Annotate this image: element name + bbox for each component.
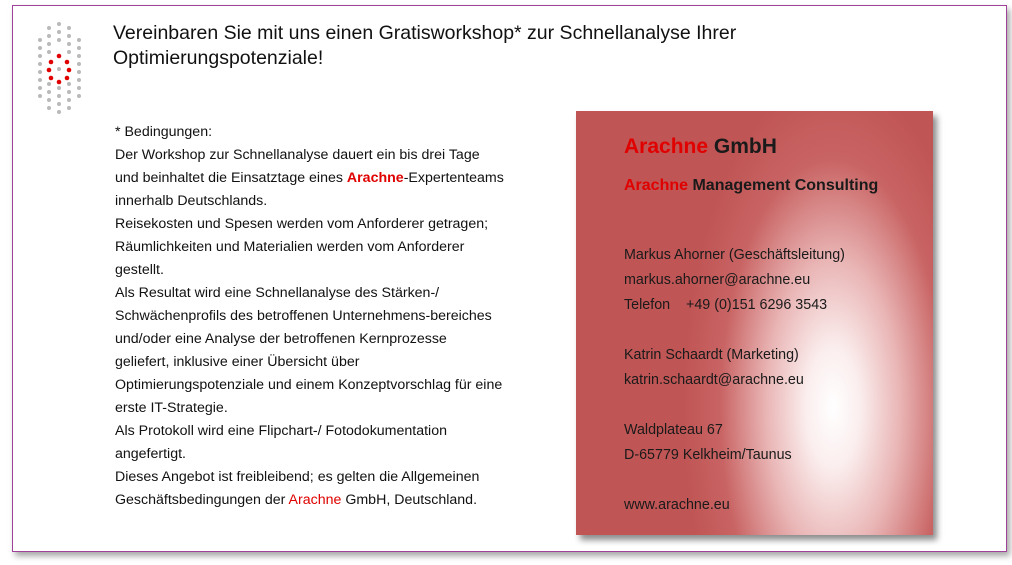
brand-name: Arachne [288,492,342,508]
headline [113,21,873,71]
address-city: D-65779 Kelkheim/Taunus [624,447,792,463]
contact-card [576,111,933,535]
card-title-rest: GmbH [708,135,777,158]
card-subtitle [624,177,878,195]
conditions-p5-text-b: GmbH, Deutschland. [341,492,478,508]
headline-line-2: Optimierungspotenziale! [113,47,324,69]
phone-number: +49 (0)151 6296 3543 [686,297,828,313]
brand-name-bold: Arachne [346,170,404,186]
conditions-paragraph-1 [115,144,505,213]
contact-1-email[interactable]: markus.ahorner@arachne.eu [624,272,811,288]
conditions-p5-text-a: Dieses Angebot ist freibleibend; es gelten die Allgemeinen Geschäftsbedingungen der [115,469,480,508]
website-link[interactable]: www.arachne.eu [624,497,730,513]
contact-2-name: Katrin Schaardt (Marketing) [624,347,799,363]
card-title-brand: Arachne [624,135,709,158]
conditions-p1-text-a: Der Workshop zur Schnellanalyse dauert ein bis drei Tage und beinhaltet die Einsatztage eines [115,147,480,186]
slide [12,5,1007,552]
card-subtitle-brand: Arachne [624,177,689,194]
card-subtitle-rest: Management Consulting [688,177,879,194]
contact-1-name: Markus Ahorner (Geschäftsleitung) [624,247,845,263]
contact-2-email[interactable]: katrin.schaardt@arachne.eu [624,372,804,388]
conditions-p1-text-b: -Expertenteams innerhalb Deutschlands. [115,170,504,209]
conditions-paragraph-5 [115,466,505,512]
phone-label: Telefon [624,297,671,313]
headline-line-1: Vereinbaren Sie mit uns einen Gratisworkshop* zur Schnellanalyse Ihrer [113,22,737,44]
contact-1-phone [624,297,827,313]
conditions-paragraph-2: Reisekosten und Spesen werden vom Anforderer getragen; Räumlichkeiten und Materialien werden vom Anforderer gestellt. [115,216,489,278]
conditions-text [115,121,505,512]
conditions-heading: * Bedingungen: [115,124,213,140]
arachne-logo-icon [35,20,85,120]
conditions-paragraph-3: Als Resultat wird eine Schnellanalyse des Stärken-/ Schwächenprofils des betroffenen Unternehmens-bereiches und/oder eine Analyse der betroffenen Kernprozesse geliefert, inklusive einer Übersicht über Optimierungspotenziale und einem Konzeptvorschlag für eine erste IT-Strategie. [115,285,503,416]
address-street: Waldplateau 67 [624,422,723,438]
card-company-title [624,135,777,159]
conditions-paragraph-4: Als Protokoll wird eine Flipchart-/ Fotodokumentation angefertigt. [115,423,447,462]
